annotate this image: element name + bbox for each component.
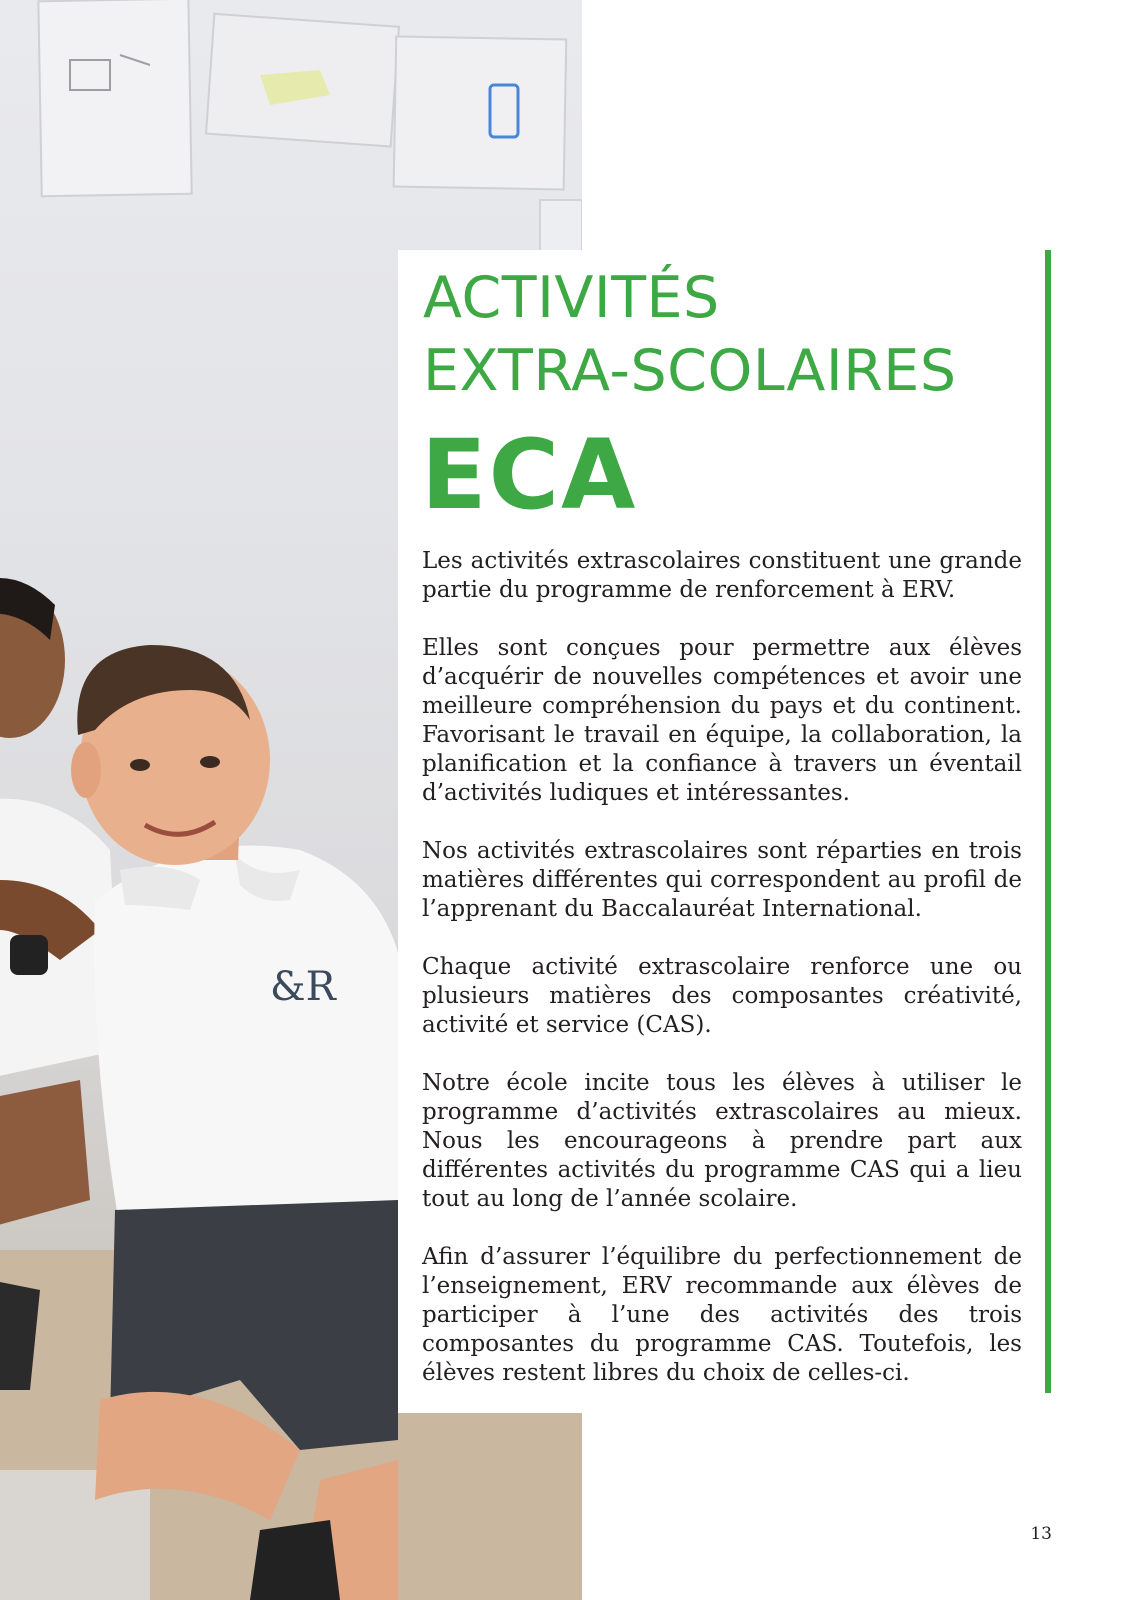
paragraph: Nos activités extrascolaires sont réparties en trois matières différentes qui correspondent au profil de l’apprenant du Baccalauréat International. xyxy=(422,838,1022,922)
section-title xyxy=(423,262,1043,408)
paragraph: Afin d’assurer l’équilibre du perfectionnement de l’enseignement, ERV recommande aux élèves de participer à l’une des activités des trois composantes du programme CAS. Toutefois, les élèves restent libres du choix de celles-ci. xyxy=(422,1244,1022,1386)
paragraph: Notre école incite tous les élèves à utiliser le programme d’activités extrascolaires au mieux. Nous les encourageons à prendre part aux différentes activités du programme CAS qui a lieu tout au long de l’année scolaire. xyxy=(422,1070,1022,1212)
svg-text:&R: &R xyxy=(270,964,336,1010)
accent-bar xyxy=(1045,250,1051,1393)
body-text xyxy=(422,547,1022,1417)
section-acronym: ECA xyxy=(421,419,638,531)
title-line-1: ACTIVITÉS xyxy=(423,265,720,331)
paragraph: Chaque activité extrascolaire renforce une ou plusieurs matières des composantes créativité, activité et service (CAS). xyxy=(422,954,1022,1038)
title-line-2: EXTRA-SCOLAIRES xyxy=(423,338,957,404)
paragraph: Elles sont conçues pour permettre aux élèves d’acquérir de nouvelles compétences et avoir une meilleure compréhension du pays et du continent. Favorisant le travail en équipe, la collaboration, la planification et la confiance à travers un éventail d’activités ludiques et intéressantes. xyxy=(422,635,1022,806)
paragraph: Les activités extrascolaires constituent une grande partie du programme de renforcement à ERV. xyxy=(422,548,1022,603)
page-number: 13 xyxy=(1030,1524,1052,1544)
wall-papers xyxy=(38,0,582,260)
